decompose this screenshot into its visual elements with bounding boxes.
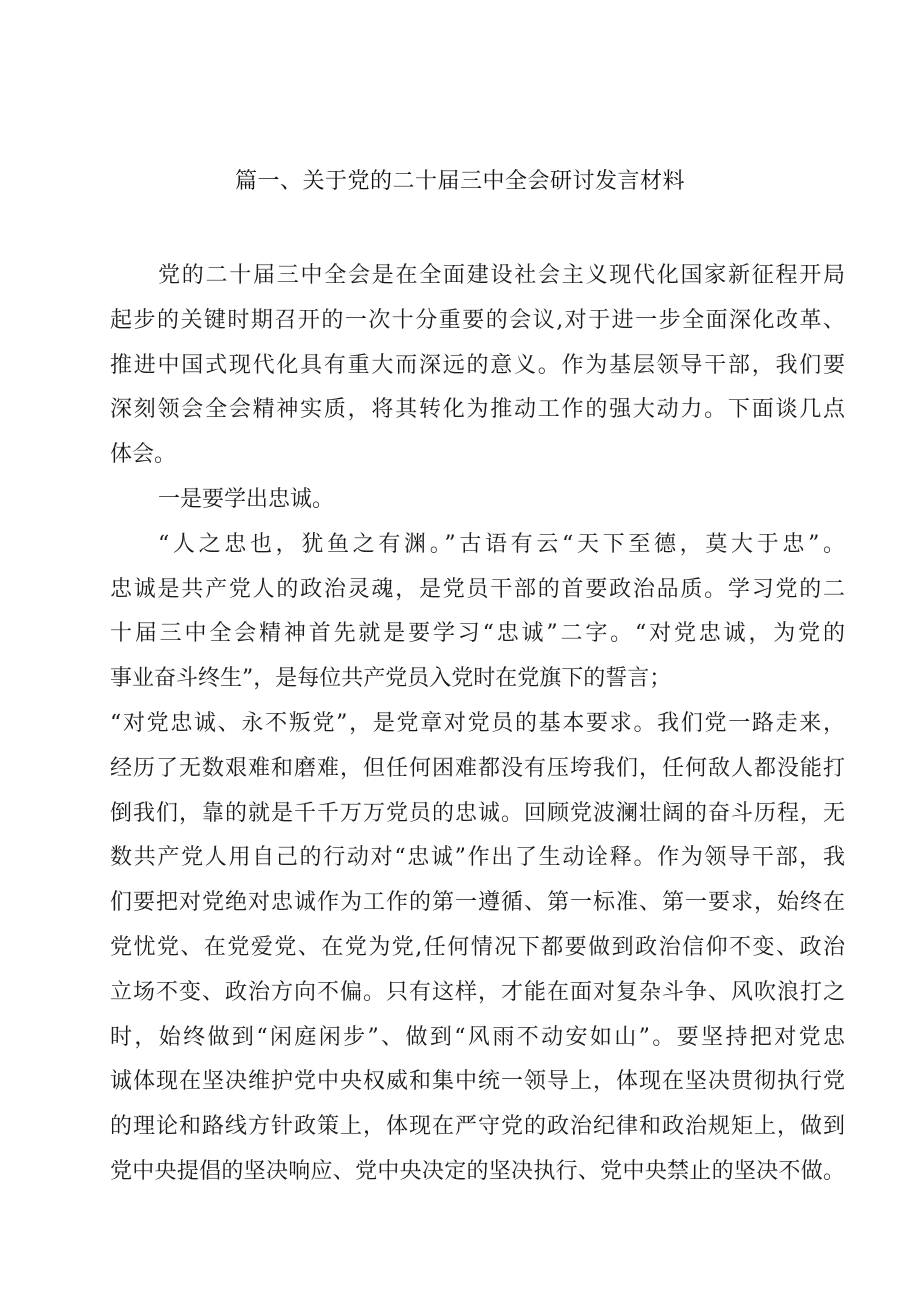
text-line: “对党忠诚、永不叛党”，是党章对党员的基本要求。我们党一路走来，	[110, 710, 845, 736]
text-line: 时，始终做到“闲庭闲步”、做到“风雨不动安如山”。要坚持把对党忠	[110, 1024, 845, 1050]
text-line: 诚体现在坚决维护党中央权威和集中统一领导上，体现在坚决贯彻执行党	[110, 1069, 845, 1095]
text-line: 忠诚是共产党人的政治灵魂，是党员干部的首要政治品质。学习党的二	[110, 576, 845, 602]
text-line: 党的二十届三中全会是在全面建设社会主义现代化国家新征程开局	[158, 263, 845, 288]
text-line: 事业奋斗终生”，是每位共产党员入党时在党旗下的誓言；	[110, 666, 672, 692]
text-line: 倒我们，靠的就是千千万万党员的忠诚。回顾党波澜壮阔的奋斗历程，无	[110, 800, 845, 826]
text-line: 推进中国式现代化具有重大而深远的意义。作为基层领导干部，我们要	[110, 352, 845, 378]
text-line: 体会。	[110, 442, 177, 468]
text-line: 数共产党人用自己的行动对“忠诚”作出了生动诠释。作为领导干部，我	[110, 845, 845, 871]
text-line: 立场不变、政治方向不偏。只有这样，才能在面对复杂斗争、风吹浪打之	[110, 979, 845, 1005]
text-line: 党忧党、在党爱党、在党为党,任何情况下都要做到政治信仰不变、政治	[110, 934, 845, 960]
text-line: 起步的关键时期召开的一次十分重要的会议,对于进一步全面深化改革、	[110, 307, 845, 333]
text-line: 深刻领会全会精神实质，将其转化为推动工作的强大动力。下面谈几点	[110, 397, 845, 423]
section-heading-text: 一是要学出忠诚。	[158, 486, 335, 512]
section-heading	[110, 478, 845, 523]
text-line: 党中央提倡的坚决响应、党中央决定的坚决执行、党中央禁止的坚决不做。	[110, 1158, 845, 1184]
document-body	[110, 254, 845, 1195]
text-line: 经历了无数艰难和磨难，但任何困难都没有压垮我们，任何敌人都没能打	[110, 755, 845, 781]
paragraph-loyalty	[110, 523, 845, 1195]
document-title: 篇一、关于党的二十届三中全会研讨发言材料	[234, 169, 685, 194]
text-line: “人之忠也，犹鱼之有渊。”古语有云“天下至德，莫大于忠”。	[158, 531, 845, 557]
text-line: 的理论和路线方针政策上，体现在严守党的政治纪律和政治规矩上，做到	[110, 1114, 845, 1140]
text-line: 十届三中全会精神首先就是要学习“忠诚”二字。“对党忠诚，为党的	[110, 621, 845, 647]
text-line: 们要把对党绝对忠诚作为工作的第一遵循、第一标准、第一要求，始终在	[110, 890, 845, 916]
paragraph-intro	[110, 254, 845, 478]
